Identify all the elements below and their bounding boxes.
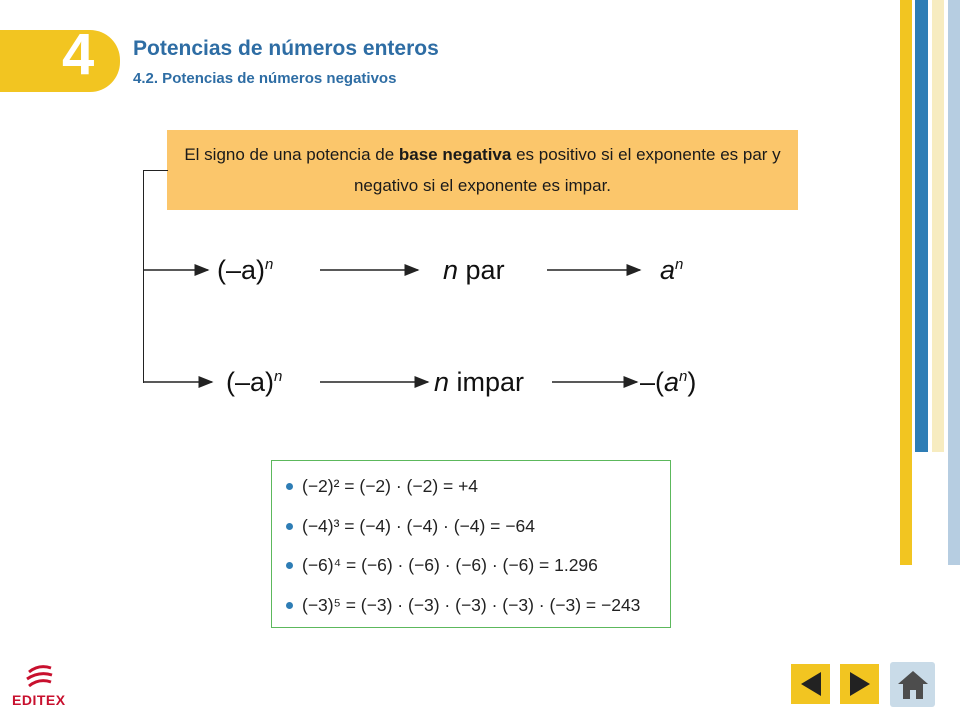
triangle-right-icon xyxy=(848,671,872,697)
next-button[interactable] xyxy=(840,664,879,704)
rule-text-after: es positivo si el exponente es par y negativo si el exponente es impar. xyxy=(353,145,781,195)
odd-result-exponent: n xyxy=(679,368,688,385)
even-result xyxy=(660,255,683,286)
bullet-icon xyxy=(286,483,293,490)
example-item xyxy=(286,467,670,507)
even-condition-var: n xyxy=(443,255,459,285)
odd-condition-word: impar xyxy=(449,367,525,397)
editex-logo-icon xyxy=(25,664,55,690)
odd-exponent: n xyxy=(274,368,283,385)
odd-result xyxy=(640,367,696,398)
example-item xyxy=(286,546,670,586)
even-exponent: n xyxy=(265,256,274,273)
even-result-base: a xyxy=(660,255,676,285)
examples-box xyxy=(271,460,671,628)
bullet-icon xyxy=(286,523,293,530)
rule-text-bold: base negativa xyxy=(398,145,512,164)
example-text: (−4)³ = (−4) · (−4) · (−4) = −64 xyxy=(302,515,535,536)
bullet-icon xyxy=(286,602,293,609)
example-text: (−3)⁵ = (−3) · (−3) · (−3) · (−3) · (−3) = −243 xyxy=(302,594,641,615)
odd-base-power xyxy=(226,367,282,398)
page-title: Potencias de números enteros xyxy=(133,37,439,60)
section-subtitle: 4.2. Potencias de números negativos xyxy=(133,70,397,87)
odd-result-prefix: –( xyxy=(640,367,665,397)
odd-result-suffix: ) xyxy=(687,367,697,397)
even-condition-word: par xyxy=(458,255,505,285)
home-button[interactable] xyxy=(890,662,935,707)
even-base-power xyxy=(217,255,273,286)
odd-result-base: a xyxy=(664,367,680,397)
example-item xyxy=(286,507,670,547)
bullet-icon xyxy=(286,562,293,569)
example-text: (−2)² = (−2) · (−2) = +4 xyxy=(302,476,479,497)
home-icon xyxy=(895,667,931,703)
odd-condition-var: n xyxy=(434,367,450,397)
even-result-exponent: n xyxy=(675,256,684,273)
odd-base: (–a) xyxy=(226,367,275,397)
even-condition xyxy=(443,255,505,286)
odd-condition xyxy=(434,367,524,398)
example-text: (−6)⁴ = (−6) · (−6) · (−6) · (−6) = 1.296 xyxy=(302,555,598,576)
logo-text: EDITEX xyxy=(12,692,66,708)
example-item xyxy=(286,586,670,626)
even-base: (–a) xyxy=(217,255,266,285)
chapter-number: 4 xyxy=(62,22,95,87)
triangle-left-icon xyxy=(799,671,823,697)
rule-text-before: El signo de una potencia de xyxy=(184,145,399,164)
prev-button[interactable] xyxy=(791,664,830,704)
